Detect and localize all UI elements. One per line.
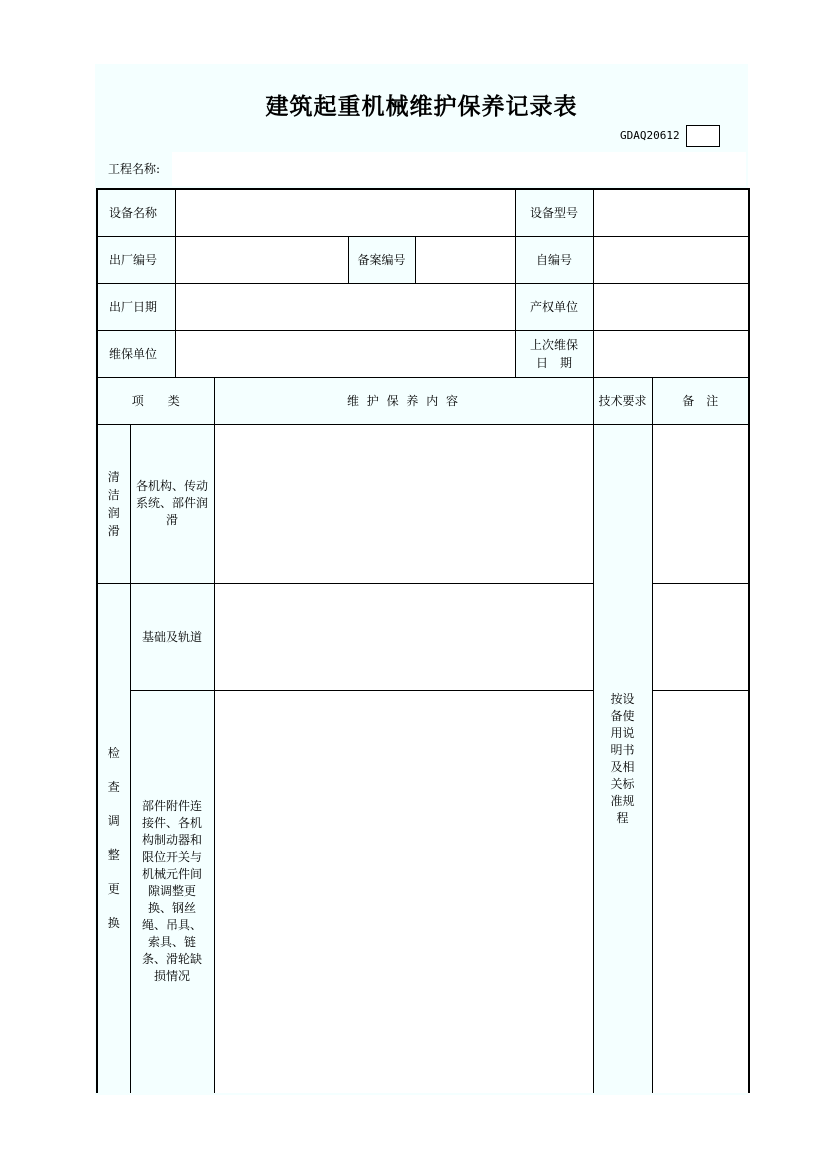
inspect-char-1: 检 — [107, 746, 120, 761]
last-maint-date-field[interactable] — [593, 330, 749, 377]
inspect-char-3: 调 — [107, 814, 120, 829]
project-name-field[interactable] — [172, 152, 746, 186]
parts-item-text: 部件附件连接件、各机构制动器和限位开关与机械元件间隙调整更换、钢丝绳、吊具、索具、链条、滑轮缺损情况 — [141, 799, 202, 984]
last-maint-date-line-1: 上次维保 — [530, 337, 579, 352]
cleaning-char-2: 洁 — [107, 487, 120, 502]
inspect-category — [97, 583, 130, 1093]
factory-date-label: 出厂日期 — [97, 283, 175, 330]
record-no-field[interactable] — [415, 236, 515, 283]
category-header: 项 类 — [97, 377, 214, 424]
parts-item — [130, 690, 214, 1093]
inspect-char-4: 整 — [107, 848, 120, 863]
owner-unit-label: 产权单位 — [515, 283, 593, 330]
maint-unit-label: 维保单位 — [97, 330, 175, 377]
device-model-label: 设备型号 — [515, 189, 593, 236]
content-header-text: 维 护 保 养 内 容 — [346, 394, 461, 408]
inspect-char-2: 查 — [107, 780, 120, 795]
tech-requirement-text: 按设备使用说明书及相关标准规程 — [610, 691, 635, 825]
content-header — [214, 377, 593, 424]
page-title: 建筑起重机械维护保养记录表 — [265, 94, 578, 120]
form-code: GDAQ20612 — [620, 129, 680, 142]
tech-requirement-header: 技术要求 — [593, 377, 652, 424]
inspect-char-6: 换 — [107, 916, 120, 931]
inspect-char-5: 更 — [107, 882, 120, 897]
owner-unit-field[interactable] — [593, 283, 749, 330]
lubrication-remark-field[interactable] — [652, 424, 749, 583]
device-name-field[interactable] — [175, 189, 515, 236]
lubrication-content-field[interactable] — [214, 424, 593, 583]
remark-header: 备 注 — [652, 377, 749, 424]
project-name-label: 工程名称: — [108, 162, 161, 176]
factory-date-field[interactable] — [175, 283, 515, 330]
device-name-label: 设备名称 — [97, 189, 175, 236]
factory-no-label: 出厂编号 — [97, 236, 175, 283]
maintenance-form-table — [96, 188, 750, 1093]
factory-no-field[interactable] — [175, 236, 348, 283]
lubrication-item: 各机构、传动系统、部件润滑 — [130, 424, 214, 583]
foundation-remark-field[interactable] — [652, 583, 749, 690]
maint-unit-field[interactable] — [175, 330, 515, 377]
last-maint-date-label — [515, 330, 593, 377]
foundation-content-field[interactable] — [214, 583, 593, 690]
self-no-label: 自编号 — [515, 236, 593, 283]
parts-content-field[interactable] — [214, 690, 593, 1093]
tech-requirement-cell — [593, 424, 652, 1093]
last-maint-date-line-2: 日 期 — [536, 355, 573, 370]
cleaning-char-3: 润 — [107, 505, 120, 520]
form-code-box[interactable] — [686, 125, 720, 147]
foundation-item: 基础及轨道 — [130, 583, 214, 690]
record-no-label: 备案编号 — [348, 236, 415, 283]
device-model-field[interactable] — [593, 189, 749, 236]
cleaning-char-1: 清 — [107, 469, 120, 484]
parts-remark-field[interactable] — [652, 690, 749, 1093]
cleaning-char-4: 滑 — [107, 523, 120, 538]
self-no-field[interactable] — [593, 236, 749, 283]
cleaning-category — [97, 424, 130, 583]
